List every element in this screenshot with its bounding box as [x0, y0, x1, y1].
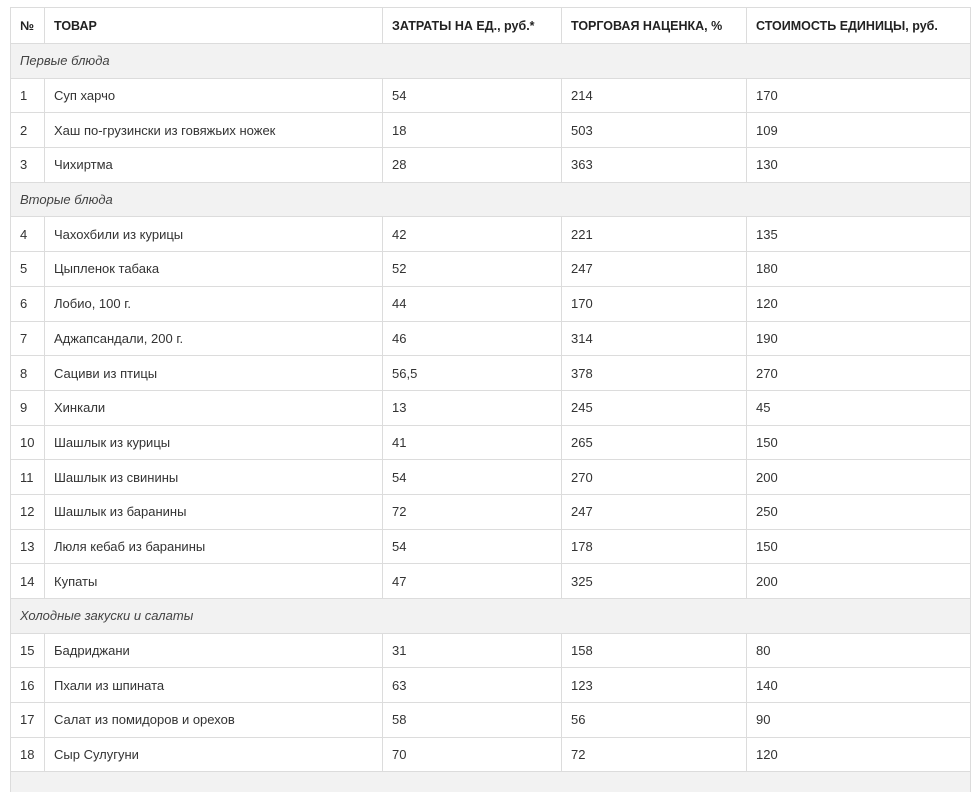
price-table — [10, 7, 971, 792]
row-price: 120 — [747, 286, 971, 321]
table-row — [11, 113, 971, 148]
row-cost: 54 — [383, 460, 562, 495]
row-price: 135 — [747, 217, 971, 252]
row-item: Цыпленок табака — [45, 252, 383, 287]
row-price: 190 — [747, 321, 971, 356]
row-number: 1 — [11, 78, 45, 113]
table-row — [11, 737, 971, 772]
row-markup: 123 — [562, 668, 747, 703]
row-cost: 72 — [383, 494, 562, 529]
header-item: ТОВАР — [45, 8, 383, 44]
row-markup: 265 — [562, 425, 747, 460]
row-cost: 18 — [383, 113, 562, 148]
row-number: 7 — [11, 321, 45, 356]
row-markup: 56 — [562, 703, 747, 738]
row-number: 10 — [11, 425, 45, 460]
row-number: 3 — [11, 148, 45, 183]
row-cost: 44 — [383, 286, 562, 321]
table-row — [11, 564, 971, 599]
row-number: 12 — [11, 494, 45, 529]
row-item: Хаш по-грузински из говяжьих ножек — [45, 113, 383, 148]
row-price: 200 — [747, 564, 971, 599]
table-row — [11, 425, 971, 460]
table-row — [11, 78, 971, 113]
row-price: 150 — [747, 425, 971, 460]
row-price: 180 — [747, 252, 971, 287]
table-body — [11, 44, 971, 792]
row-number: 5 — [11, 252, 45, 287]
row-number: 11 — [11, 460, 45, 495]
row-cost: 54 — [383, 529, 562, 564]
table-row — [11, 529, 971, 564]
row-number: 9 — [11, 390, 45, 425]
row-markup: 221 — [562, 217, 747, 252]
row-price: 90 — [747, 703, 971, 738]
row-item: Пхали из шпината — [45, 668, 383, 703]
table-row — [11, 217, 971, 252]
row-price: 150 — [747, 529, 971, 564]
row-item: Люля кебаб из баранины — [45, 529, 383, 564]
table-row — [11, 286, 971, 321]
table-row — [11, 356, 971, 391]
row-markup: 503 — [562, 113, 747, 148]
row-price: 170 — [747, 78, 971, 113]
row-number: 4 — [11, 217, 45, 252]
row-item: Шашлык из баранины — [45, 494, 383, 529]
row-markup: 72 — [562, 737, 747, 772]
section-title: Холодные закуски и салаты — [11, 599, 971, 634]
row-price: 140 — [747, 668, 971, 703]
row-item: Чахохбили из курицы — [45, 217, 383, 252]
row-item: Сыр Сулугуни — [45, 737, 383, 772]
table-row — [11, 703, 971, 738]
row-item: Шашлык из свинины — [45, 460, 383, 495]
row-cost: 56,5 — [383, 356, 562, 391]
row-cost: 46 — [383, 321, 562, 356]
table-row — [11, 460, 971, 495]
row-item: Аджапсандали, 200 г. — [45, 321, 383, 356]
row-cost: 52 — [383, 252, 562, 287]
row-markup: 245 — [562, 390, 747, 425]
row-item: Суп харчо — [45, 78, 383, 113]
row-cost: 42 — [383, 217, 562, 252]
row-markup: 247 — [562, 252, 747, 287]
table-row — [11, 321, 971, 356]
row-price: 250 — [747, 494, 971, 529]
table-row — [11, 148, 971, 183]
row-cost: 63 — [383, 668, 562, 703]
header-markup: ТОРГОВАЯ НАЦЕНКА, % — [562, 8, 747, 44]
row-number: 13 — [11, 529, 45, 564]
row-item: Купаты — [45, 564, 383, 599]
section-title: Вторые блюда — [11, 182, 971, 217]
row-markup: 170 — [562, 286, 747, 321]
row-markup: 214 — [562, 78, 747, 113]
table-row — [11, 252, 971, 287]
row-markup: 325 — [562, 564, 747, 599]
row-number: 8 — [11, 356, 45, 391]
row-price: 109 — [747, 113, 971, 148]
row-cost: 31 — [383, 633, 562, 668]
row-item: Лобио, 100 г. — [45, 286, 383, 321]
row-item: Чихиртма — [45, 148, 383, 183]
row-number: 2 — [11, 113, 45, 148]
row-markup: 363 — [562, 148, 747, 183]
row-number: 18 — [11, 737, 45, 772]
row-cost: 58 — [383, 703, 562, 738]
row-item: Салат из помидоров и орехов — [45, 703, 383, 738]
row-cost: 70 — [383, 737, 562, 772]
row-number: 15 — [11, 633, 45, 668]
row-price: 270 — [747, 356, 971, 391]
price-table-container — [10, 7, 970, 792]
row-cost: 28 — [383, 148, 562, 183]
table-row — [11, 390, 971, 425]
row-cost: 13 — [383, 390, 562, 425]
header-cost: ЗАТРАТЫ НА ЕД., руб.* — [383, 8, 562, 44]
section-row — [11, 182, 971, 217]
table-row — [11, 668, 971, 703]
header-number: № — [11, 8, 45, 44]
row-item: Бадриджани — [45, 633, 383, 668]
row-markup: 178 — [562, 529, 747, 564]
row-cost: 54 — [383, 78, 562, 113]
section-title: Первые блюда — [11, 44, 971, 79]
row-item: Сациви из птицы — [45, 356, 383, 391]
row-number: 14 — [11, 564, 45, 599]
row-price: 200 — [747, 460, 971, 495]
section-row — [11, 44, 971, 79]
row-markup: 247 — [562, 494, 747, 529]
table-header-row — [11, 8, 971, 44]
row-markup: 314 — [562, 321, 747, 356]
row-price: 45 — [747, 390, 971, 425]
table-row — [11, 494, 971, 529]
row-cost: 41 — [383, 425, 562, 460]
row-item: Шашлык из курицы — [45, 425, 383, 460]
row-markup: 378 — [562, 356, 747, 391]
row-item: Хинкали — [45, 390, 383, 425]
row-markup: 158 — [562, 633, 747, 668]
row-number: 6 — [11, 286, 45, 321]
section-row — [11, 599, 971, 634]
row-number: 17 — [11, 703, 45, 738]
header-price: СТОИМОСТЬ ЕДИНИЦЫ, руб. — [747, 8, 971, 44]
row-price: 80 — [747, 633, 971, 668]
row-cost: 47 — [383, 564, 562, 599]
row-price: 130 — [747, 148, 971, 183]
row-price: 120 — [747, 737, 971, 772]
row-number: 16 — [11, 668, 45, 703]
table-row — [11, 633, 971, 668]
row-markup: 270 — [562, 460, 747, 495]
